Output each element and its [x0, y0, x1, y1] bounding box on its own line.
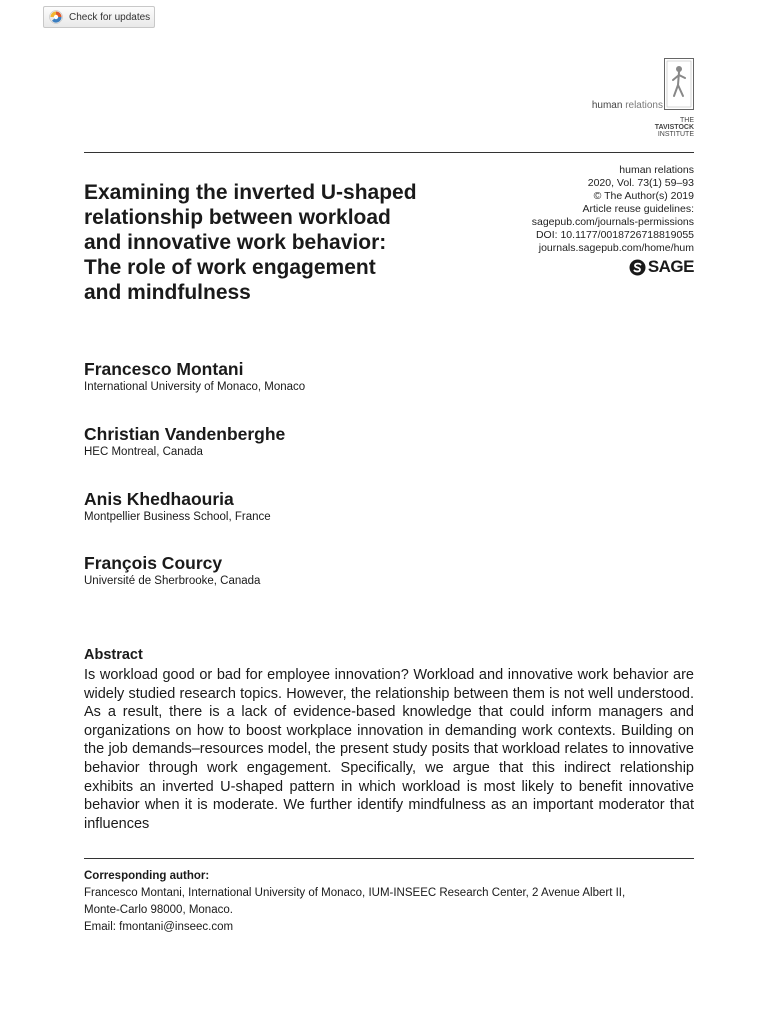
tavistock-logo [639, 117, 694, 138]
title-line: and mindfulness [84, 281, 251, 304]
author-name: Anis Khedhaouria [84, 489, 234, 509]
header-divider [84, 152, 694, 153]
corresponding-address-line: Monte-Carlo 98000, Monaco. [84, 904, 233, 916]
author-affiliation: Montpellier Business School, France [84, 511, 271, 523]
journal-figure-logo-icon [664, 58, 694, 110]
corresponding-email[interactable]: Email: fmontani@inseec.com [84, 921, 234, 933]
author-name: Francesco Montani [84, 359, 244, 379]
author-affiliation: International University of Monaco, Monaco [84, 381, 306, 393]
corresponding-label: Corresponding author: [84, 870, 210, 882]
journal-word-relations: relations [625, 100, 663, 111]
check-for-updates-button[interactable] [43, 6, 155, 28]
meta-journal: human relations [619, 164, 694, 176]
meta-volume: 2020, Vol. 73(1) 59–93 [587, 177, 694, 189]
sage-s-icon [629, 259, 646, 276]
check-for-updates-label: Check for updates [69, 11, 151, 23]
title-line: relationship between workload [84, 206, 391, 229]
abstract-text: Is workload good or bad for employee innovation? Workload and innovative work behavior are widely studied research topics. However, the relationship between them is not well understood. As a result, there is a lack of evidence-based knowledge that could inform managers and organizations on how to boost workplace innovation in demanding work contexts. Building on the job demands–resources model, the present study posits that workload relates to innovative behavior through work engagement. Specifically, we argue that this indirect relationship exhibits an inverted U-shaped pattern in which workload is most likely to benefit innovative behavior when it is moderate. We further identify mindfulness as an important moderator that influences [84, 667, 694, 832]
footnote-divider [84, 858, 694, 859]
author-block [84, 424, 285, 459]
abstract-heading: Abstract [84, 647, 143, 663]
author-name: Christian Vandenberghe [84, 424, 286, 444]
corresponding-author [84, 868, 694, 936]
sage-logo [629, 257, 694, 277]
meta-home-link[interactable]: journals.sagepub.com/home/hum [538, 242, 694, 254]
meta-reuse: Article reuse guidelines: [582, 203, 694, 215]
journal-word-human: human [591, 100, 623, 111]
tavistock-line-3: INSTITUTE [657, 131, 694, 138]
author-name: François Courcy [84, 553, 223, 573]
tavistock-line-2: TAVISTOCK [654, 124, 694, 131]
article-metadata [532, 164, 694, 255]
author-affiliation: Université de Sherbrooke, Canada [84, 575, 261, 587]
corresponding-address-line: Francesco Montani, International University of Monaco, IUM-INSEEC Research Center, 2 Avenue Albert II, [84, 887, 626, 899]
title-line: and innovative work behavior: [84, 231, 387, 254]
journal-wordmark [592, 100, 663, 111]
tavistock-line-1: THE [680, 117, 694, 124]
author-block [84, 553, 260, 588]
title-line: The role of work engagement [84, 256, 376, 279]
article-title [84, 180, 484, 305]
meta-doi[interactable]: DOI: 10.1177/0018726718819055 [535, 229, 694, 241]
sage-wordmark: SAGE [647, 257, 694, 276]
title-line: Examining the inverted U-shaped [84, 181, 417, 204]
author-block [84, 359, 305, 394]
meta-copyright: © The Author(s) 2019 [593, 190, 694, 202]
crossmark-icon [49, 10, 63, 24]
meta-permissions-link[interactable]: sagepub.com/journals-permissions [531, 216, 694, 228]
author-block [84, 489, 271, 524]
author-affiliation: HEC Montreal, Canada [84, 446, 203, 458]
